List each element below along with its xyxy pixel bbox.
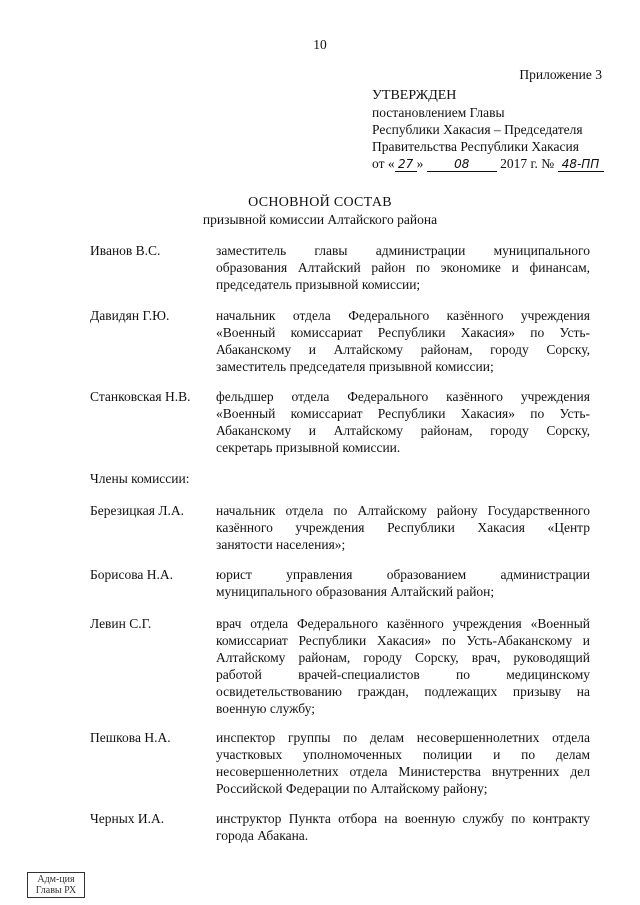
approval-line-2: Республики Хакасия – Председателя: [372, 122, 583, 137]
office-stamp: [27, 872, 85, 898]
heading-title: ОСНОВНОЙ СОСТАВ: [248, 195, 392, 210]
member-name: Левин С.Г.: [90, 616, 152, 631]
heading-subtitle: призывной комиссии Алтайского района: [202, 212, 438, 227]
page-number: 10: [313, 37, 327, 52]
approval-date-line: [372, 155, 622, 172]
date-year: 2017 г. №: [500, 156, 555, 171]
member-role: юрист управления образованием администрации муниципального образования Алтайский район;: [216, 567, 590, 599]
member-name: Давидян Г.Ю.: [90, 308, 170, 323]
approval-line-1: постановлением Главы: [372, 105, 505, 120]
member-role: начальник отдела по Алтайскому району Государственного казённого учреждения Республики Хакасия «Центр занятости населения»;: [216, 503, 590, 552]
member-role: заместитель главы администрации муниципального образования Алтайский район по экономике и финансам, председатель призывной комиссии;: [216, 243, 590, 292]
member-role: начальник отдела Федерального казённого учреждения «Военный комиссариат Республики Хакасия» по Усть- Абаканскому и Алтайскому районам, городу Сорску, заместитель председателя призывной комиссии;: [216, 308, 590, 374]
approval-block: [372, 66, 622, 172]
members-label: Члены комиссии:: [90, 471, 190, 486]
document-heading: [0, 194, 640, 228]
stamp-line-2: Главы РХ: [35, 885, 77, 896]
date-day: 27: [395, 157, 417, 172]
date-mid: »: [416, 156, 424, 171]
member-role: врач отдела Федерального казённого учреждения «Военный комиссариат Республики Хакасия» по Усть-Абаканскому и Алтайскому районам, городу Сорску, врач, руководящий работой врачей-специалистов по медицинскому освидетельствованию граждан, подлежащих призыву на военную службу;: [216, 616, 590, 716]
appendix-label: Приложение 3: [519, 67, 602, 82]
member-name: Пешкова Н.А.: [90, 730, 171, 745]
approved-title: УТВЕРЖДЕН: [372, 88, 457, 103]
member-name: Борисова Н.А.: [90, 567, 174, 582]
member-name: Березицкая Л.А.: [90, 503, 185, 518]
approval-line-3: Правительства Республики Хакасия: [372, 139, 579, 154]
member-role: инспектор группы по делам несовершеннолетних отдела участковых уполномоченных полиции и по делам несовершеннолетних отдела Министерства внутренних дел Российской Федерации по Алтайскому району;: [216, 730, 590, 796]
member-name: Иванов В.С.: [90, 243, 161, 258]
document-number: 48-ПП: [558, 157, 604, 172]
date-month: 08: [427, 157, 497, 172]
date-prefix: от «: [372, 156, 395, 171]
member-name: Станковская Н.В.: [90, 389, 191, 404]
stamp-line-1: Адм-ция: [37, 874, 75, 885]
member-role: инструктор Пункта отбора на военную службу по контракту города Абакана.: [216, 811, 590, 843]
member-name: Черных И.А.: [90, 811, 165, 826]
member-role: фельдшер отдела Федерального казённого учреждения «Военный комиссариат Республики Хакасия» по Усть- Абаканскому и Алтайскому районам, городу Сорску, секретарь призывной комиссии.: [216, 389, 590, 455]
